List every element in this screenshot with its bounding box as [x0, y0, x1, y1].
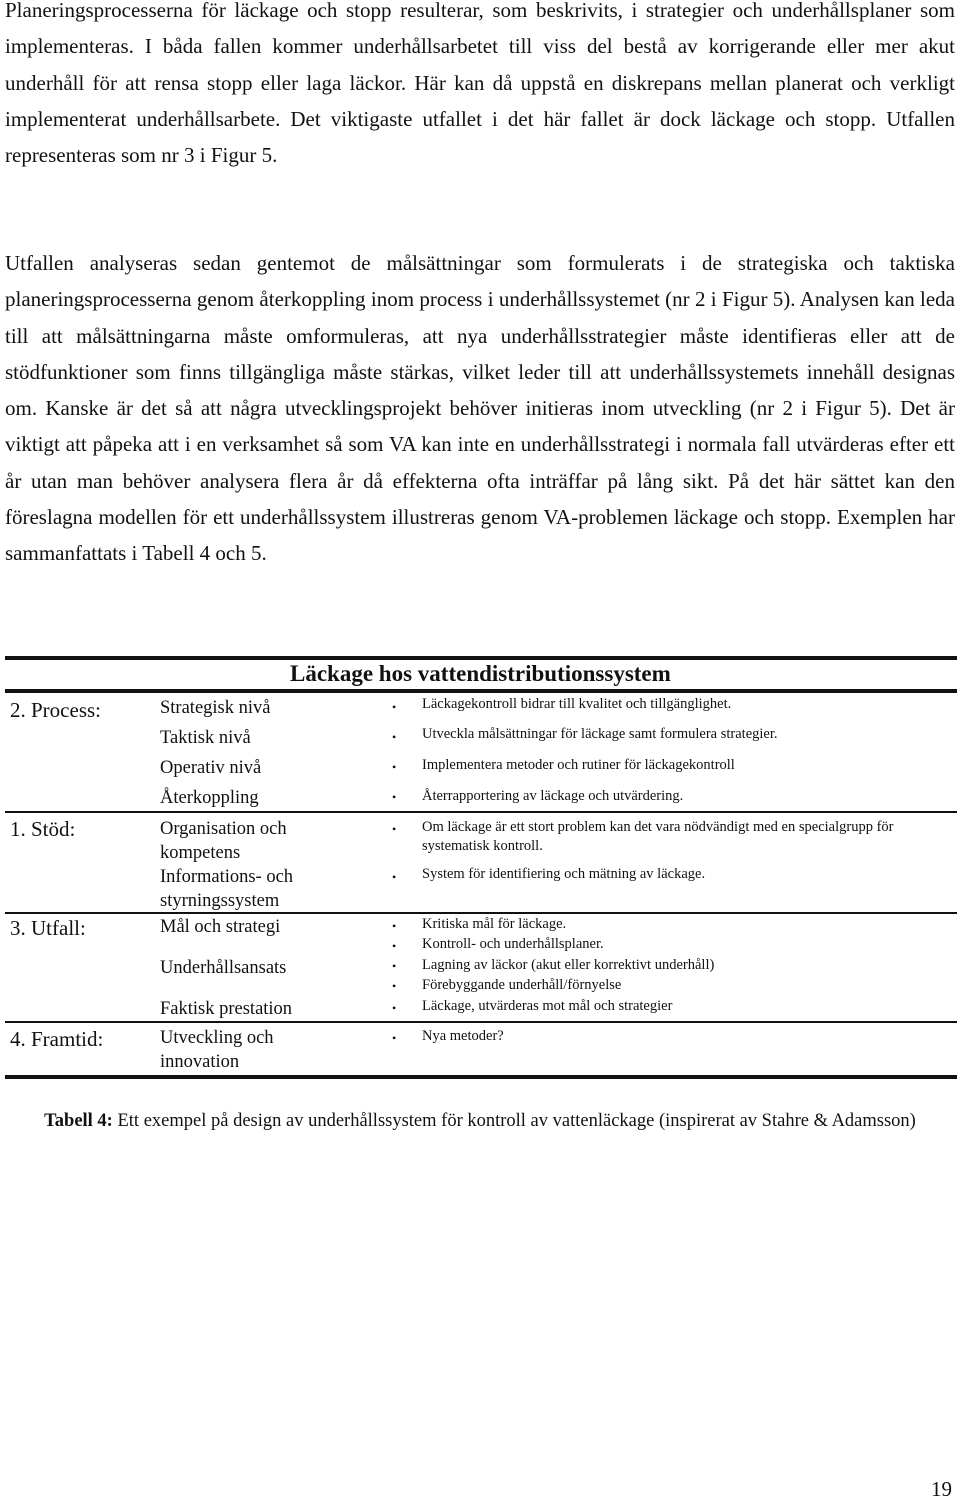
section-rule: [5, 811, 957, 813]
desc-informationssystem: System för identifiering och mätning av läckage.: [422, 866, 706, 882]
desc-kritiska: Kritiska mål för läckage.: [422, 916, 567, 932]
page-number: 19: [931, 1477, 952, 1501]
process-label: 2. Process:: [10, 698, 101, 722]
section-rule: [5, 1021, 957, 1023]
desc-utvarderas: Läckage, utvärderas mot mål och strategier: [422, 998, 673, 1014]
process-label: 4. Framtid:: [10, 1027, 104, 1051]
desc-aterkoppling: Återrapportering av läckage och utvärdering.: [422, 788, 684, 804]
level-mal: Mål och strategi: [160, 917, 281, 937]
bullet: •: [392, 959, 397, 973]
bullet: •: [392, 822, 397, 836]
bullet: •: [392, 1001, 397, 1015]
desc-kontroll: Kontroll- och underhållsplaner.: [422, 936, 604, 952]
bullet: •: [392, 919, 397, 933]
level-taktisk: Taktisk nivå: [160, 728, 251, 748]
table-title: Läckage hos vattendistributionssystem: [290, 661, 671, 686]
level-aterkoppling: Återkoppling: [160, 788, 259, 808]
level-faktisk: Faktisk prestation: [160, 999, 293, 1019]
body-paragraph-1: Planeringsprocesserna för läckage och stopp resulterar, som beskrivits, i strategier och underhållsplaner som implementeras. I båda fallen kommer underhållsarbetet till viss del bestå av korrigerande eller mer akut underhåll för att rensa stopp eller laga läckor. Här kan då uppstå en diskrepans mellan planerat och verkligt implementerat underhållsarbete. Det viktigaste utfallet i det här fallet är dock läckage och stopp. Utfallen representeras som nr 3 i Figur 5.: [5, 0, 955, 168]
level-strategisk: Strategisk nivå: [160, 698, 271, 718]
table-top-rule: [5, 656, 957, 660]
table-bottom-rule: [5, 1075, 957, 1079]
bullet: •: [392, 1031, 397, 1045]
bullet: •: [392, 870, 397, 884]
table-caption: [0, 1108, 960, 1134]
level-operativ: Operativ nivå: [160, 758, 262, 778]
desc-organisation: Om läckage är ett stort problem kan det vara nödvändigt med en specialgrupp för systematisk kontroll.: [422, 819, 894, 854]
process-label: 3. Utfall:: [10, 916, 86, 940]
maintenance-table: [5, 656, 957, 1081]
desc-nya-metoder: Nya metoder?: [422, 1028, 504, 1044]
level-informationssystem: Informations- och styrningssystem: [160, 867, 294, 911]
bullet: •: [392, 760, 397, 774]
process-label: 1. Stöd:: [10, 817, 76, 841]
desc-lagning: Lagning av läckor (akut eller korrektivt underhåll): [422, 957, 715, 973]
caption-label: Tabell 4:: [44, 1111, 113, 1131]
bullet: •: [392, 939, 397, 953]
level-utveckling: Utveckling och innovation: [160, 1028, 274, 1072]
desc-forebyggande: Förebyggande underhåll/förnyelse: [422, 977, 622, 993]
desc-taktisk: Utveckla målsättningar för läckage samt formulera strategier.: [422, 726, 778, 742]
section-rule: [5, 912, 957, 914]
body-paragraph-2: Utfallen analyseras sedan gentemot de målsättningar som formulerats i de strategiska och taktiska planeringsprocesserna genom återkoppling inom process i underhållssystemet (nr 2 i Figur 5). Analysen kan leda till att målsättningarna måste omformuleras, att nya underhållsstrategier måste identifieras eller att de stödfunktioner som finns tillgängliga måste stärkas, vilket leder till att underhållssystemets innehåll designas om. Kanske är det så att några utvecklingsprojekt behöver initieras inom utveckling (nr 2 i Figur 5). Det är viktigt att påpeka att i en verksamhet så som VA kan inte en underhållsstrategi i normala fall utvärderas efter ett år utan man behöver analysera flera år då effekterna ofta inträffar på lång sikt. På det här sättet kan den föreslagna modellen för ett underhållssystem illustreras genom VA-problemen läckage och stopp. Exemplen har sammanfattats i Tabell 4 och 5.: [5, 251, 955, 566]
bullet: •: [392, 979, 397, 993]
desc-strategisk: Läckagekontroll bidrar till kvalitet och tillgänglighet.: [422, 696, 732, 712]
level-organisation: Organisation och kompetens: [160, 819, 287, 863]
level-underhallsansats: Underhållsansats: [160, 958, 287, 978]
desc-operativ: Implementera metoder och rutiner för läckagekontroll: [422, 757, 735, 773]
table-header-rule: [5, 689, 957, 693]
bullet: •: [392, 700, 397, 714]
bullet: •: [392, 730, 397, 744]
bullet: •: [392, 790, 397, 804]
caption-text: Ett exempel på design av underhållssystem för kontroll av vattenläckage (inspirerat av Stahre & Adamsson): [112, 1111, 916, 1131]
